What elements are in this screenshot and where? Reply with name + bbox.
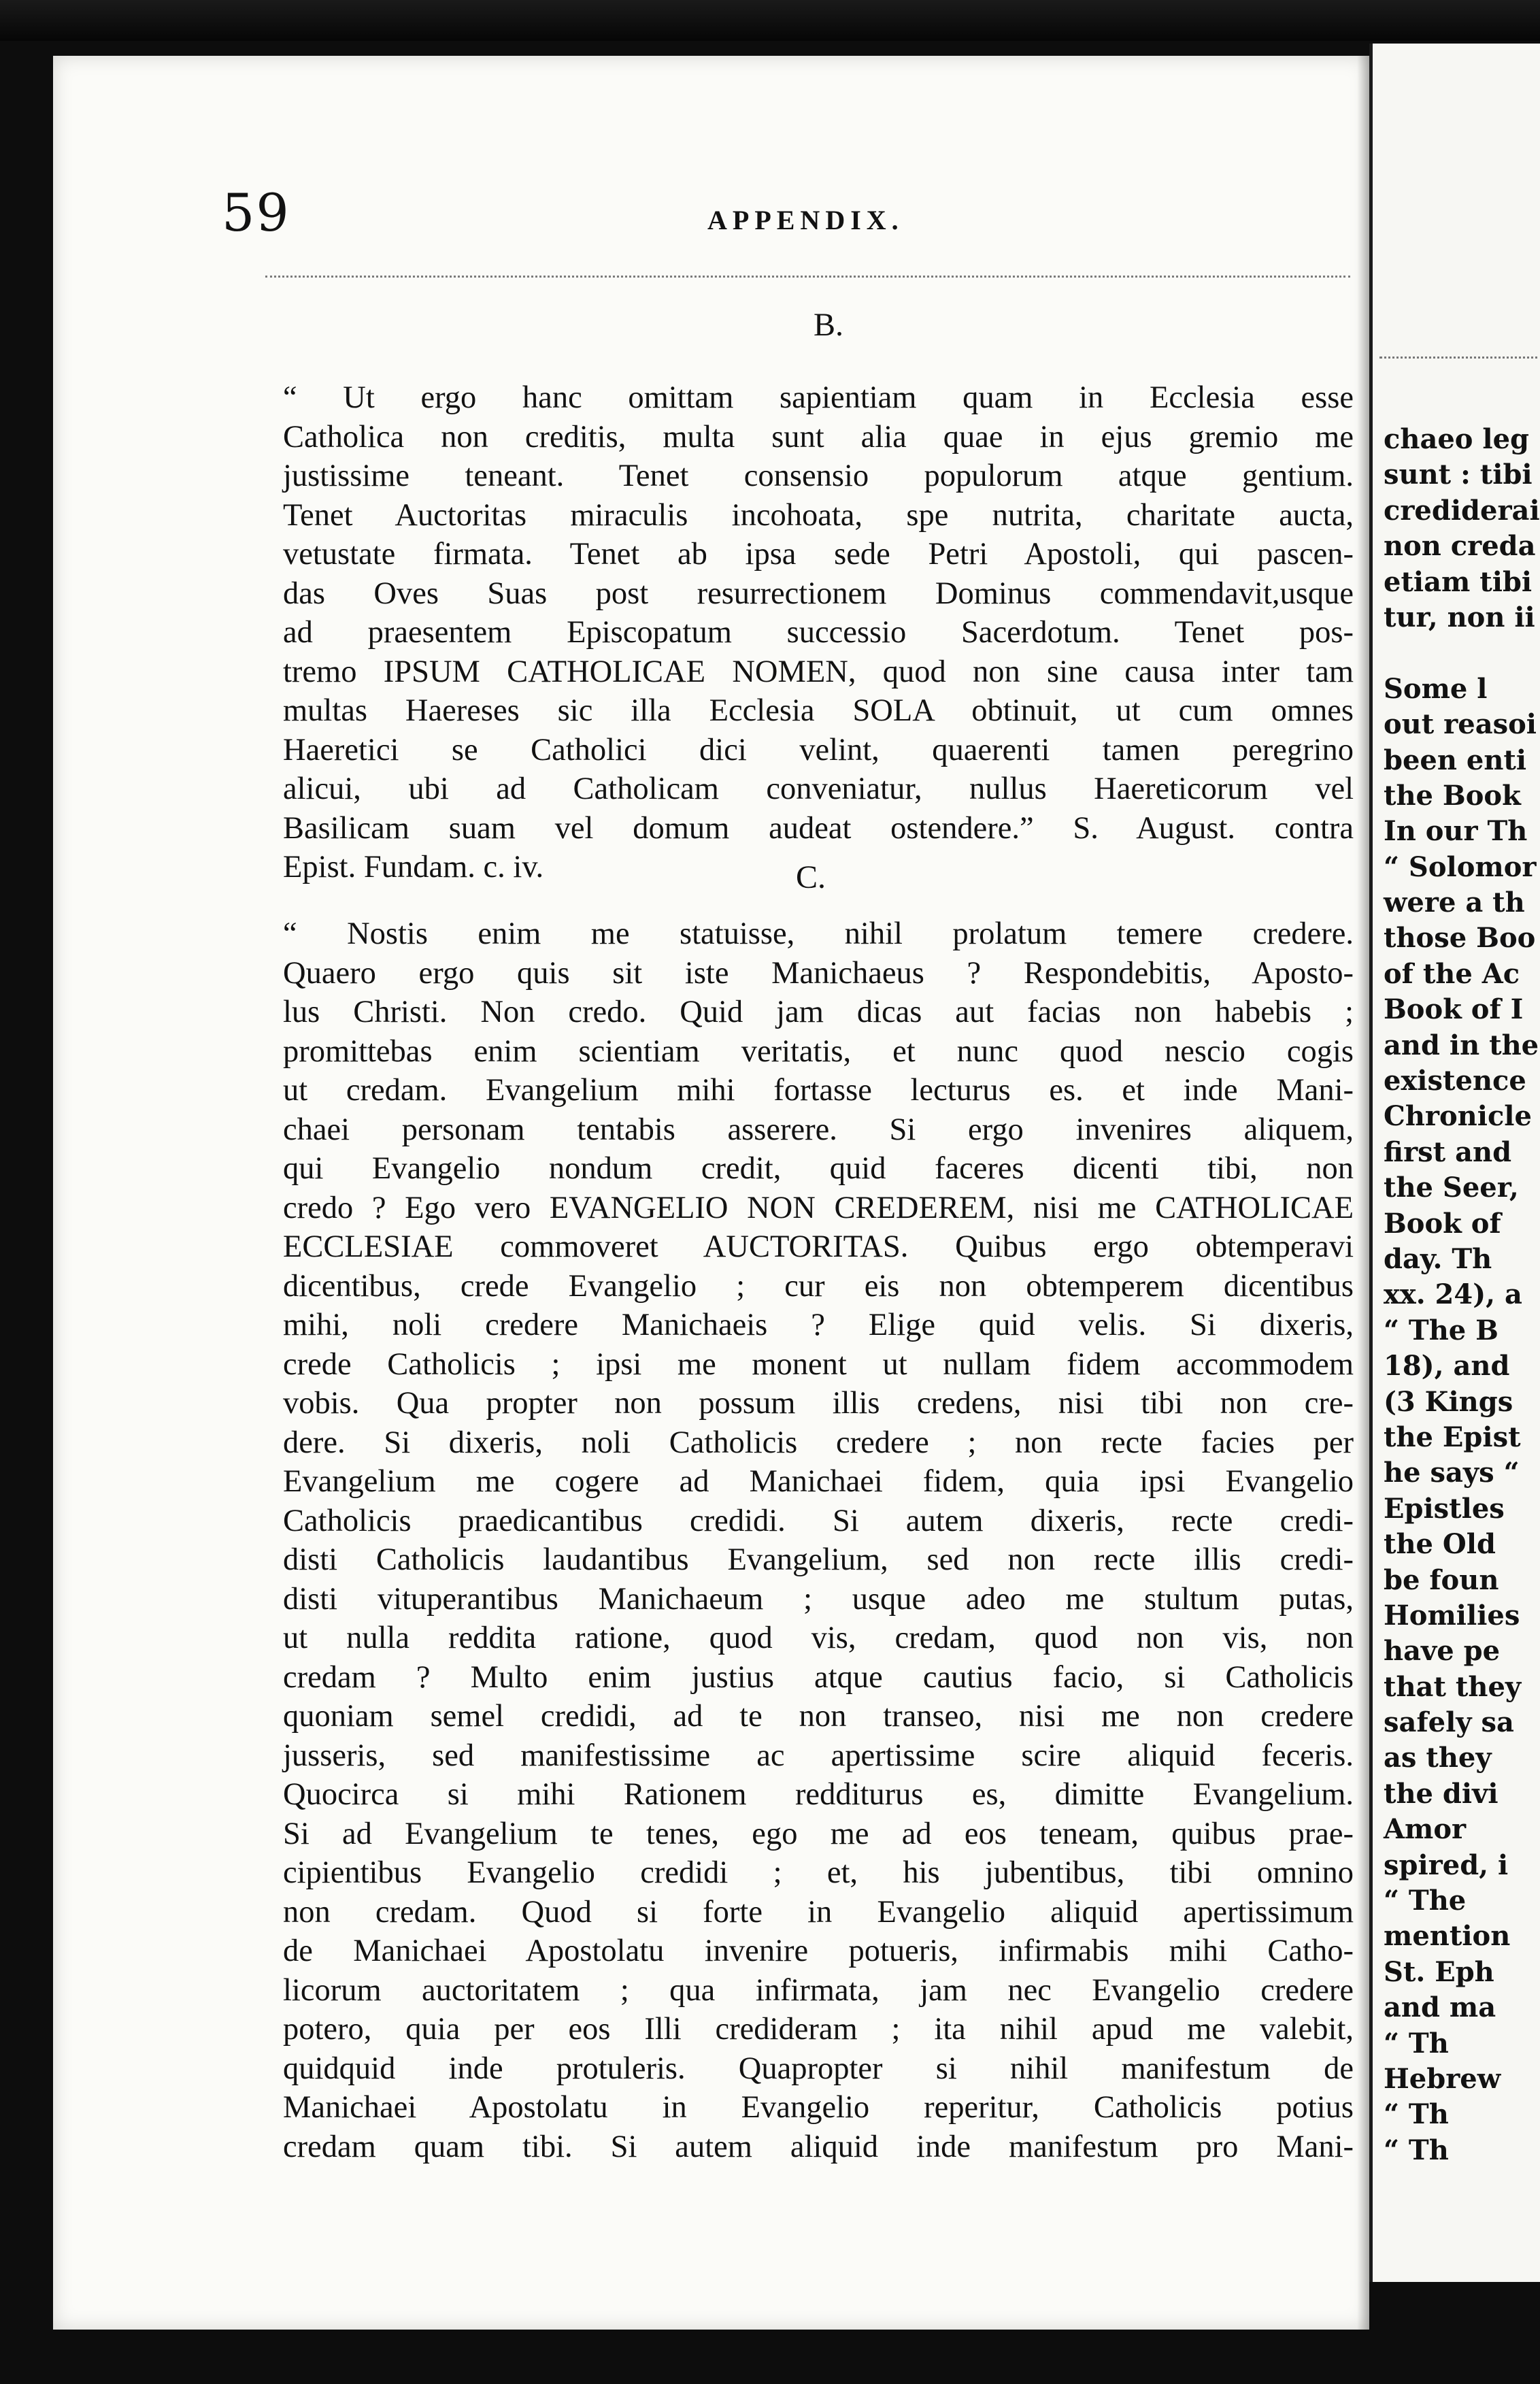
facing-text-line: as they	[1384, 1742, 1492, 1774]
text-line: das Oves Suas post resurrectionem Dominus commendavit,usque	[283, 576, 1354, 611]
page-number: 59	[222, 182, 290, 243]
text-line: quidquid inde protuleris. Quapropter si nihil manifestum de	[283, 2051, 1354, 2086]
text-line: “ Ut ergo hanc omittam sapientiam quam in Ecclesia esse	[283, 380, 1354, 415]
facing-text-line: St. Eph	[1384, 1955, 1494, 1988]
text-line: disti Catholicis laudantibus Evangelium, sed non recte illis credi-	[283, 1542, 1354, 1577]
facing-text-line: be foun	[1384, 1563, 1499, 1596]
text-line: Evangelium me cogere ad Manichaei fidem, quia ipsi Evangelio	[283, 1464, 1354, 1499]
gutter-shadow	[1357, 56, 1369, 2330]
facing-text-line: “ Solomor	[1384, 850, 1537, 883]
text-line: jusseris, sed manifestissime ac apertissime scire aliquid feceris.	[283, 1738, 1354, 1773]
facing-text-line: Homilies	[1384, 1599, 1520, 1632]
facing-text-line: mention	[1384, 1920, 1511, 1953]
facing-text-line: crediderai	[1384, 494, 1540, 527]
facing-text-line: “ Th	[1384, 2134, 1449, 2166]
text-line: ECCLESIAE commoveret AUCTORITAS. Quibus ergo obtemperavi	[283, 1229, 1354, 1264]
text-line: credam ? Multo enim justius atque cautius facio, si Catholicis	[283, 1659, 1354, 1695]
text-line: Manichaei Apostolatu in Evangelio reperitur, Catholicis potius	[283, 2090, 1354, 2125]
header-rule	[265, 276, 1350, 278]
facing-text-line: the divi	[1384, 1777, 1499, 1810]
facing-text-line: that they	[1384, 1670, 1522, 1703]
facing-text-line: “ Th	[1384, 2098, 1449, 2131]
facing-text-line: the Epist	[1384, 1421, 1521, 1453]
text-line: credam quam tibi. Si autem aliquid inde manifestum pro Mani-	[283, 2129, 1354, 2164]
facing-page-rule	[1379, 357, 1540, 359]
text-line: vetustate firmata. Tenet ab ipsa sede Petri Apostoli, qui pascen-	[283, 537, 1354, 572]
facing-text-line: “ Th	[1384, 2027, 1449, 2059]
facing-text-line: xx. 24), a	[1384, 1278, 1522, 1311]
facing-text-line: sunt : tibi	[1384, 459, 1533, 491]
facing-text-line: the Old	[1384, 1528, 1496, 1561]
text-line: alicui, ubi ad Catholicam conveniatur, nullus Haereticorum vel	[283, 772, 1354, 806]
text-line: ad praesentem Episcopatum successio Sacerdotum. Tenet pos-	[283, 615, 1354, 650]
section-b-heading: B.	[814, 307, 844, 343]
section-c-heading: C.	[796, 859, 826, 895]
facing-text-line: 18), and	[1384, 1350, 1510, 1383]
facing-text-line: “ The B	[1384, 1314, 1499, 1346]
facing-text-line: the Book	[1384, 779, 1521, 812]
facing-text-line: spired, i	[1384, 1849, 1509, 1881]
facing-text-line: Chronicle	[1384, 1100, 1532, 1133]
facing-text-line: first and	[1384, 1136, 1512, 1168]
text-line: quoniam semel credidi, ad te non transeo, nisi me non credere	[283, 1699, 1354, 1734]
text-line: multas Haereses sic illa Ecclesia SOLA obtinuit, ut cum omnes	[283, 693, 1354, 728]
running-head: APPENDIX.	[707, 205, 904, 235]
facing-text-line: Some l	[1384, 672, 1488, 705]
facing-text-line: tur, non ii	[1384, 601, 1535, 633]
facing-text-line: Amor	[1384, 1813, 1467, 1846]
section-c-text	[283, 914, 1354, 2166]
text-line: dere. Si dixeris, noli Catholicis credere ; non recte facies per	[283, 1425, 1354, 1460]
text-line: disti vituperantibus Manichaeum ; usque adeo me stultum putas,	[283, 1581, 1354, 1617]
text-line: Quocirca si mihi Rationem redditurus es, dimitte Evangelium.	[283, 1777, 1354, 1812]
facing-text-line: day. Th	[1384, 1242, 1492, 1275]
scan-top-edge	[0, 0, 1540, 41]
facing-text-line: etiam tibi	[1384, 565, 1533, 598]
text-line: Tenet Auctoritas miraculis incohoata, spe nutrita, charitate aucta,	[283, 497, 1354, 533]
facing-text-line: In our Th	[1384, 815, 1528, 848]
text-line: de Manichaei Apostolatu invenire potueris, infirmabis mihi Catho-	[283, 1934, 1354, 1968]
facing-text-line: Book of	[1384, 1207, 1501, 1240]
text-line: promittebas enim scientiam veritatis, et nunc quod nescio cogis	[283, 1033, 1354, 1069]
text-line: non credam. Quod si forte in Evangelio aliquid apertissimum	[283, 1894, 1354, 1930]
facing-text-line: and ma	[1384, 1991, 1496, 2024]
facing-text-line: of the Ac	[1384, 957, 1520, 990]
text-line: chaei personam tentabis asserere. Si ergo invenires aliquem,	[283, 1112, 1354, 1147]
facing-text-line: (3 Kings	[1384, 1385, 1513, 1418]
facing-text-line: Book of I	[1384, 993, 1524, 1026]
text-line: crede Catholicis ; ipsi me monent ut nullam fidem accommodem	[283, 1346, 1354, 1382]
section-b-text	[283, 378, 1354, 887]
facing-text-line: were a th	[1384, 887, 1525, 919]
text-line: credo ? Ego vero EVANGELIO NON CREDEREM, nisi me CATHOLICAE	[283, 1190, 1354, 1225]
facing-text-line: “ The	[1384, 1885, 1467, 1917]
facing-text-line: out reasoi	[1384, 708, 1537, 741]
text-line: Catholica non creditis, multa sunt alia quae in ejus gremio me	[283, 419, 1354, 454]
facing-text-line: non creda	[1384, 530, 1536, 563]
facing-text-line: chaeo leg	[1384, 423, 1530, 455]
text-line: Haeretici se Catholici dici velint, quaerenti tamen peregrino	[283, 732, 1354, 767]
text-line: mihi, noli credere Manichaeis ? Elige quid velis. Si dixeris,	[283, 1308, 1354, 1342]
text-line: potero, quia per eos Illi credideram ; ita nihil apud me valebit,	[283, 2012, 1354, 2047]
text-line: vobis. Qua propter non possum illis credens, nisi tibi non cre-	[283, 1386, 1354, 1421]
facing-text-line: have pe	[1384, 1635, 1501, 1668]
text-line: tremo IPSUM CATHOLICAE NOMEN, quod non sine causa inter tam	[283, 654, 1354, 689]
facing-text-line: the Seer,	[1384, 1172, 1519, 1204]
facing-text-line	[1384, 635, 1540, 671]
facing-page	[1369, 44, 1540, 2282]
text-line: Catholicis praedicantibus credidi. Si autem dixeris, recte credi-	[283, 1503, 1354, 1538]
text-line: licorum auctoritatem ; qua infirmata, jam nec Evangelio credere	[283, 1972, 1354, 2008]
facing-text-line: been enti	[1384, 744, 1527, 776]
text-line: justissime teneant. Tenet consensio populorum atque gentium.	[283, 459, 1354, 493]
text-line: ut nulla reddita ratione, quod vis, credam, quod non vis, non	[283, 1621, 1354, 1655]
facing-text-line: those Boo	[1384, 922, 1536, 955]
text-line: Basilicam suam vel domum audeat ostendere.” S. August. contra	[283, 810, 1354, 846]
text-line: Epist. Fundam. c. iv.	[283, 850, 544, 884]
text-line: dicentibus, crede Evangelio ; cur eis non obtemperem dicentibus	[283, 1268, 1354, 1304]
text-line: lus Christi. Non credo. Quid jam dicas aut facias non habebis ;	[283, 995, 1354, 1029]
facing-text-line: he says “	[1384, 1457, 1520, 1489]
facing-text-line: Epistles	[1384, 1492, 1505, 1525]
text-line: Quaero ergo quis sit iste Manichaeus ? Respondebitis, Aposto-	[283, 955, 1354, 991]
text-line: “ Nostis enim me statuisse, nihil prolatum temere credere.	[283, 916, 1354, 951]
facing-text-line: safely sa	[1384, 1706, 1514, 1739]
text-line: qui Evangelio nondum credit, quid faceres dicenti tibi, non	[283, 1151, 1354, 1186]
facing-text-line: Hebrew	[1384, 2062, 1501, 2095]
text-line: ut credam. Evangelium mihi fortasse lecturus es. et inde Mani-	[283, 1073, 1354, 1108]
facing-text-line: existence	[1384, 1065, 1526, 1097]
text-line: cipientibus Evangelio credidi ; et, his jubentibus, tibi omnino	[283, 1855, 1354, 1890]
facing-text-line: and in the	[1384, 1029, 1539, 1061]
facing-page-text	[1384, 422, 1540, 2168]
text-line: Si ad Evangelium te tenes, ego me ad eos teneam, quibus prae-	[283, 1816, 1354, 1851]
